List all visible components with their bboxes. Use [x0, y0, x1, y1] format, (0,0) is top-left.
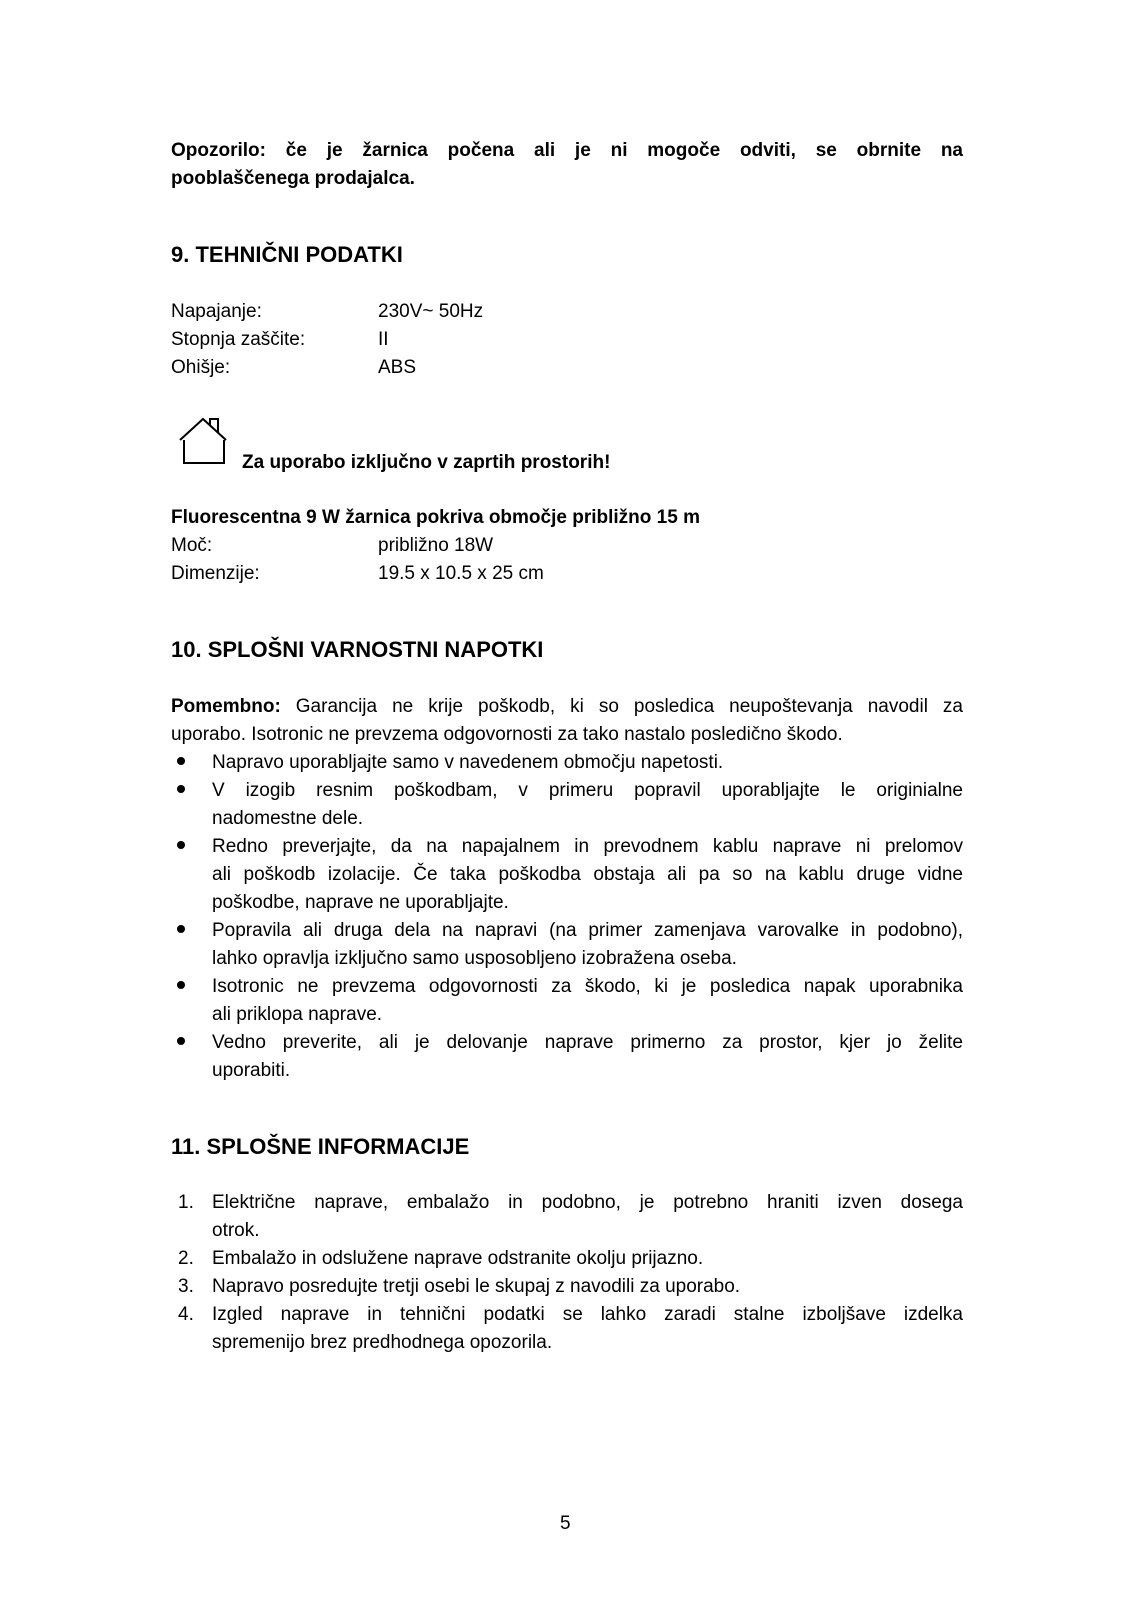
bullet-dot — [177, 925, 185, 933]
bullet-2-line-2: nadomestne dele. — [212, 808, 364, 829]
item-3-line-1: Napravo posredujte tretji osebi le skupaj z navodili za uporabo. — [212, 1276, 741, 1297]
item-1-line-2: otrok. — [212, 1220, 260, 1241]
bullet-dot — [177, 785, 185, 793]
bullet-4-line-2: lahko opravlja izključno samo usposobljeno izobražena oseba. — [212, 948, 737, 969]
spec-label-wattage: Moč: — [171, 535, 213, 556]
page-number: 5 — [560, 1513, 571, 1534]
bullet-1-line-1: Napravo uporabljajte samo v navedenem območju napetosti. — [212, 752, 724, 773]
spec-label-housing: Ohišje: — [171, 357, 231, 378]
spec-value-power: 230V~ 50Hz — [378, 301, 484, 322]
bullet-dot — [177, 757, 185, 765]
bullet-dot — [177, 981, 185, 989]
bullet-6-line-2: uporabiti. — [212, 1060, 291, 1081]
section-11-heading: 11. SPLOŠNE INFORMACIJE — [171, 1134, 470, 1159]
item-2-line-1: Embalažo in odslužene naprave odstranite okolju prijazno. — [212, 1248, 704, 1269]
bullet-3-line-3: poškodbe, naprave ne uporabljajte. — [212, 892, 509, 913]
intro-line-1 — [171, 693, 963, 721]
item-1-line-1: Električne naprave, embalažo in podobno, je potrebno hraniti izven dosega — [212, 1192, 963, 1213]
bullet-6-line-1: Vedno preverite, ali je delovanje naprave primerno za prostor, kjer jo želite — [212, 1032, 963, 1053]
bullet-3-line-2: ali poškodb izolacije. Če taka poškodba obstaja ali pa so na kablu druge vidne — [212, 864, 963, 885]
item-4-line-2: spremenijo brez predhodnega opozorila. — [212, 1332, 553, 1353]
spec-label-dimensions: Dimenzije: — [171, 563, 260, 584]
spec-value-housing: ABS — [378, 357, 417, 378]
fluorescent-line: Fluorescentna 9 W žarnica pokriva območje približno 15 m — [171, 507, 700, 528]
warning-line-2: pooblaščenega prodajalca. — [171, 168, 415, 189]
intro-bold-label: Pomembno: — [171, 696, 281, 717]
indoor-notice: Za uporabo izključno v zaprtih prostorih! — [242, 452, 611, 473]
intro-line-1-rest: Garancija ne krije poškodb, ki so posledica neupoštevanja navodil za — [280, 696, 963, 717]
bullet-4-line-1: Popravila ali druga dela na napravi (na primer zamenjava varovalke in podobno), — [212, 920, 963, 941]
list-number: 4. — [178, 1304, 194, 1325]
warning-line-1: Opozorilo: če je žarnica počena ali je ni mogoče odviti, se obrnite na — [171, 140, 963, 161]
spec-label-power: Napajanje: — [171, 301, 262, 322]
bullet-2-line-1: V izogib resnim poškodbam, v primeru popravil uporabljajte le originialne — [212, 780, 963, 801]
spec-value-protection: II — [378, 329, 389, 350]
section-10-heading: 10. SPLOŠNI VARNOSTNI NAPOTKI — [171, 637, 544, 662]
spec-value-wattage: približno 18W — [378, 535, 494, 556]
bullet-3-line-1: Redno preverjajte, da na napajalnem in prevodnem kablu naprave ni prelomov — [212, 836, 963, 857]
bullet-dot — [177, 1037, 185, 1045]
section-9-heading: 9. TEHNIČNI PODATKI — [171, 242, 403, 267]
spec-value-dimensions: 19.5 x 10.5 x 25 cm — [378, 563, 544, 584]
item-4-line-1: Izgled naprave in tehnični podatki se lahko zaradi stalne izboljšave izdelka — [212, 1304, 963, 1325]
bullet-5-line-1: Isotronic ne prevzema odgovornosti za škodo, ki je posledica napak uporabnika — [212, 976, 963, 997]
bullet-dot — [177, 841, 185, 849]
bullet-5-line-2: ali priklopa naprave. — [212, 1004, 383, 1025]
spec-label-protection: Stopnja zaščite: — [171, 329, 306, 350]
intro-line-2: uporabo. Isotronic ne prevzema odgovornosti za tako nastalo posledično škodo. — [171, 724, 843, 745]
list-number: 2. — [178, 1248, 194, 1269]
list-number: 3. — [178, 1276, 194, 1297]
house-icon — [176, 416, 232, 468]
list-number: 1. — [178, 1192, 194, 1213]
